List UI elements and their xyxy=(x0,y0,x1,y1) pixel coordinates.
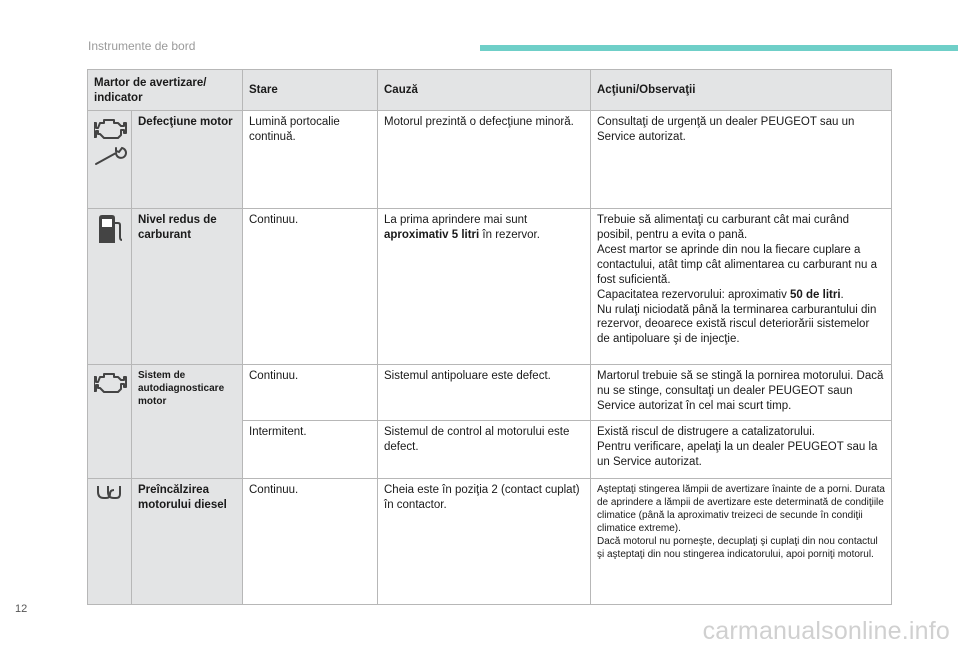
status-cell: Continuu. xyxy=(243,478,378,604)
engine-icon xyxy=(94,369,128,393)
action-cell xyxy=(591,420,892,478)
table-row xyxy=(88,364,892,420)
status-cell: Continuu. xyxy=(243,364,378,420)
warning-lights-table xyxy=(87,69,892,605)
engine-icon xyxy=(94,115,128,139)
indicator-name: Defecţiune motor xyxy=(132,110,243,208)
action-line: Aşteptaţi stingerea lămpii de avertizare înainte de a porni. Durata de aprindere a lămpii de avertizare este determinată de condiţiile climatice (până la aproximativ treizeci de secunde în condiţii climatice extreme). xyxy=(597,483,885,534)
action-line: Există riscul de distrugere a catalizatorului. xyxy=(597,425,815,438)
status-cell: Continuu. xyxy=(243,208,378,364)
action-cell xyxy=(591,478,892,604)
indicator-icon-cell xyxy=(88,364,132,478)
header-accent-bar xyxy=(480,45,958,51)
action-cell xyxy=(591,208,892,364)
cause-cell: Cheia este în poziţia 2 (contact cuplat) în contactor. xyxy=(378,478,591,604)
table-row xyxy=(88,110,892,208)
cause-text: La prima aprindere mai sunt xyxy=(384,213,528,226)
action-cell: Martorul trebuie să se stingă la pornirea motorului. Dacă nu se stinge, consultaţi un dealer PEUGEOT saun Service autorizat în cel mai scurt timp. xyxy=(591,364,892,420)
column-header-stare: Stare xyxy=(243,70,378,111)
indicator-name: Nivel redus de carburant xyxy=(132,208,243,364)
cause-cell: Sistemul de control al motorului este defect. xyxy=(378,420,591,478)
indicator-icon-cell xyxy=(88,208,132,364)
indicator-name: Sistem de autodiagnosticare motor xyxy=(132,364,243,478)
cause-emphasis: aproximativ 5 litri xyxy=(384,228,480,241)
capacity-end: . xyxy=(840,288,844,301)
column-header-indicator: Martor de avertizare/ indicator xyxy=(88,70,243,111)
indicator-icon-cell xyxy=(88,110,132,208)
page-number: 12 xyxy=(15,603,28,615)
wrench-icon xyxy=(94,145,128,167)
column-header-cauza: Cauză xyxy=(378,70,591,111)
section-title: Instrumente de bord xyxy=(88,39,196,53)
status-cell: Intermitent. xyxy=(243,420,378,478)
watermark: carmanualsonline.info xyxy=(702,617,950,645)
cause-cell xyxy=(378,208,591,364)
action-cell: Consultaţi de urgenţă un dealer PEUGEOT sau un Service autorizat. xyxy=(591,110,892,208)
capacity-value: 50 de litri xyxy=(790,288,841,301)
action-line: Acest martor se aprinde din nou la fiecare cuplare a contactului, atât timp cât alimentarea cu carburant nu a fost suficientă. xyxy=(597,243,877,286)
cause-text-end: în rezervor. xyxy=(479,228,540,241)
action-line xyxy=(597,288,885,303)
status-cell: Lumină portocalie continuă. xyxy=(243,110,378,208)
table-row xyxy=(88,208,892,364)
action-line: Trebuie să alimentaţi cu carburant cât mai curând posibil, pentru a evita o pană. xyxy=(597,213,850,241)
action-line: Dacă motorul nu porneşte, decuplaţi şi cuplaţi din nou contactul şi aşteptaţi din nou stingerea indicatorului, apoi porniţi motorul. xyxy=(597,535,878,560)
fuel-pump-icon xyxy=(96,213,124,245)
cause-cell: Motorul prezintă o defecţiune minoră. xyxy=(378,110,591,208)
action-line: Nu rulaţi niciodată până la terminarea carburantului din rezervor, deoarece există riscul deteriorării sistemelor de antipoluare şi de injecţie. xyxy=(597,303,877,346)
cause-cell: Sistemul antipoluare este defect. xyxy=(378,364,591,420)
table-header-row xyxy=(88,70,892,111)
table-row xyxy=(88,478,892,604)
indicator-icon-cell xyxy=(88,478,132,604)
column-header-actiuni: Acţiuni/Observaţii xyxy=(591,70,892,111)
glow-plug-icon xyxy=(94,483,128,501)
action-line: Pentru verificare, apelaţi la un dealer PEUGEOT sau la un Service autorizat. xyxy=(597,440,878,468)
indicator-name: Preîncălzirea motorului diesel xyxy=(132,478,243,604)
capacity-label: Capacitatea rezervorului: aproximativ xyxy=(597,288,791,301)
